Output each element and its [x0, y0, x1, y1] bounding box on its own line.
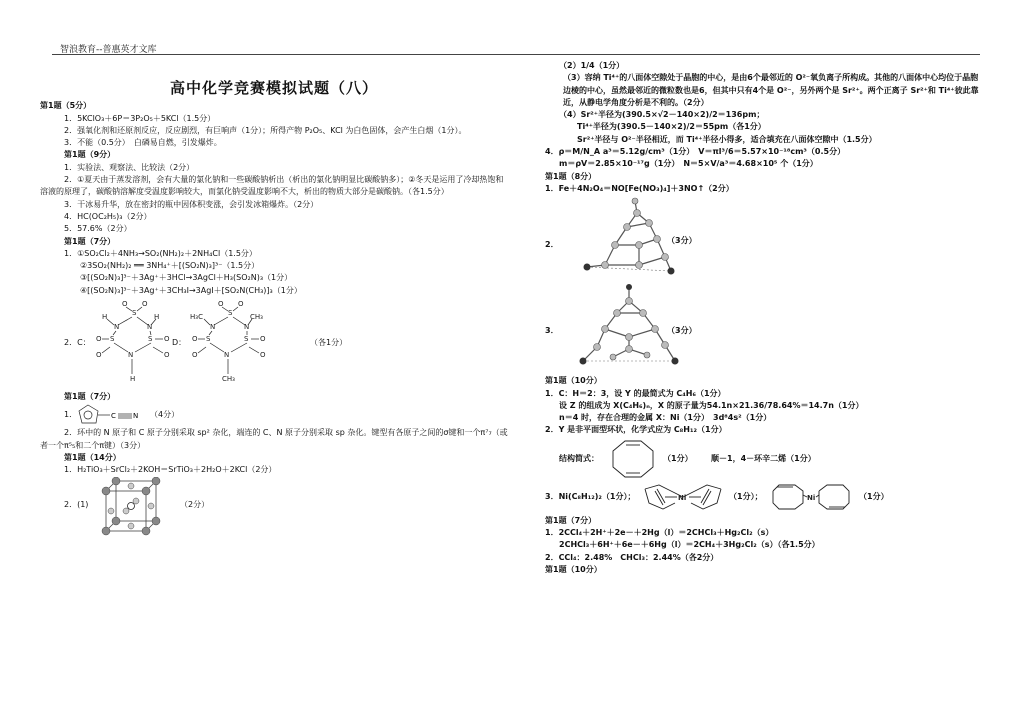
- svg-text:S: S: [132, 309, 137, 318]
- svg-text:N: N: [244, 323, 250, 332]
- q2-heading: 第1题（9分）: [64, 150, 116, 160]
- svg-text:S: S: [206, 335, 211, 344]
- svg-text:O: O: [164, 351, 170, 360]
- svg-text:H: H: [130, 375, 136, 384]
- svg-text:O: O: [218, 300, 224, 309]
- structure-d-diagram: [186, 297, 286, 389]
- a-line-6: 4．ρ＝M/N_A a³＝5.12g/cm³（1分） V＝πl³/6＝5.57×10⁻¹⁸cm³（0.5分）: [545, 147, 846, 157]
- svg-text:H: H: [154, 313, 160, 322]
- svg-text:O: O: [122, 300, 128, 309]
- svg-text:O: O: [260, 351, 266, 360]
- q3-d-label: D：: [172, 338, 187, 348]
- q6-structure-2: 2． （3分）: [545, 195, 985, 283]
- q3-each-score: （各1分）: [310, 338, 348, 348]
- left-column: [40, 60, 508, 537]
- a-line-1: （2）1/4（1分）: [559, 61, 625, 70]
- q8-line-2: 2CHCl₃＋6H⁺＋6e－＋6Hg（l）＝2CH₄＋3Hg₂Cl₂（s）（各1.5分）: [559, 540, 820, 550]
- q4-heading: 第1题（7分）: [64, 392, 116, 402]
- q6-structure-3: 3． （3分）: [545, 283, 985, 375]
- q3-reaction-2: ②3SO₂(NH₂)₂ ══ 3NH₄⁺＋[(SO₂N)₃]³⁻（1.5分）: [80, 261, 260, 271]
- svg-text:CH₃: CH₃: [222, 375, 235, 384]
- structure-c-diagram: [92, 297, 182, 389]
- a-line-2: （3）容纳 Ti⁴⁺的八面体空隙处于晶胞的中心，是由6个最邻近的 O²⁻氧负离子所构成。其他的八面体中心均位于晶胞边棱的中心，虽然最邻近的微粒数也是6，但其中只有4个是 O²⁻，另外两个是 Sr²⁺。两个正离子 Sr²⁺和 Ti⁴⁺彼此靠近，从静电学角度分析是不利的。（2分）: [563, 73, 979, 107]
- svg-text:N: N: [147, 323, 153, 332]
- svg-text:N: N: [128, 351, 134, 360]
- q1-line-2: 2．强氧化剂和还原剂反应，反应剧烈，有巨响声（1分）；所得产物 P₂O₅、KCl 为白色固体，会产生白烟（1分）。: [64, 125, 467, 135]
- right-column: [545, 60, 985, 576]
- svg-text:O: O: [96, 351, 102, 360]
- q4-line-1: 1． C N （4分）: [40, 403, 508, 427]
- q8-heading: 第1题（7分）: [545, 515, 597, 525]
- svg-text:S: S: [148, 335, 153, 344]
- q2-line-5: 5．57.6%（2分）: [64, 224, 132, 234]
- q1-heading: 第1题（5分）: [40, 101, 92, 111]
- svg-text:O: O: [238, 300, 244, 309]
- q7-heading: 第1题（10分）: [545, 376, 602, 386]
- header-rule: [52, 54, 980, 55]
- svg-text:N: N: [114, 323, 120, 332]
- svg-text:O: O: [164, 335, 170, 344]
- q1-line-1: 1．5KClO₃＋6P＝3P₂O₅＋5KCl（1.5分）: [64, 113, 216, 123]
- svg-text:O: O: [192, 335, 198, 344]
- q8-line-3: 2．CCl₄：2.48% CHCl₃：2.44%（各2分）: [545, 552, 719, 562]
- svg-text:CH₃: CH₃: [250, 313, 263, 322]
- q7-line-2: 设 Z 的组成为 X(C₄H₆)ₙ，X 的原子量为54.1n×21.36/78.64%＝14.7n（1分）: [559, 400, 864, 410]
- svg-text:O: O: [192, 351, 198, 360]
- q7-line-3: n＝4 时，存在合理的金属 X：Ni（1分） 3d⁸4s²（1分）: [559, 413, 772, 423]
- ni-cod-complex-2-diagram: [769, 481, 853, 513]
- q5-line-1: 1．H₂TiO₃＋SrCl₂＋2KOH＝SrTiO₃＋2H₂O＋2KCl（2分）: [64, 465, 277, 475]
- a-line-4: Ti⁴⁺半径为(390.5－140×2)/2＝55pm（各1分）: [577, 122, 766, 132]
- perovskite-unit-cell-diagram: [98, 477, 164, 537]
- q7-line-1: 1．C：H＝2：3，设 Y 的最简式为 C₄H₆（1分）: [545, 388, 726, 398]
- svg-text:N: N: [210, 323, 216, 332]
- svg-text:H: H: [102, 313, 108, 322]
- q3-c-label: 2．C：: [64, 338, 91, 348]
- q1-line-3: 3．不能（0.5分） 白磷易自燃，引发爆炸。: [64, 138, 222, 148]
- svg-text:O: O: [142, 300, 148, 309]
- svg-text:S: S: [244, 335, 249, 344]
- q3-heading: 第1题（7分）: [64, 236, 116, 246]
- q5-heading: 第1题（14分）: [64, 452, 121, 462]
- q8-line-1: 1．2CCl₄＋2H⁺＋2e－＋2Hg（l）＝2CHCl₃＋Hg₂Cl₂（s）: [545, 528, 774, 538]
- q5-line-2: 2．(1) （2分）: [40, 477, 508, 537]
- q6-line-1: 1．Fe＋4N₂O₄＝NO[Fe(NO₃)₄]＋3NO↑（2分）: [545, 183, 734, 193]
- q7-ni-row: 3．Ni(C₈H₁₂)₂（1分）； Ni （1分）； Ni （1分）: [545, 481, 985, 515]
- a-line-7: m＝ρV＝2.85×10⁻¹⁷g（1分） N＝5×V/a³＝4.68×10⁵ 个（1分）: [559, 159, 818, 169]
- svg-text:N: N: [133, 412, 139, 421]
- q6-heading: 第1题（8分）: [545, 171, 597, 181]
- svg-text:Ni: Ni: [807, 493, 816, 502]
- a-line-3: （4）Sr²⁺半径为(390.5×√2－140×2)/2＝136pm；: [559, 110, 765, 120]
- page-title: 高中化学竞赛模拟试题（八）: [169, 79, 378, 97]
- svg-text:O: O: [96, 335, 102, 344]
- svg-text:C: C: [111, 412, 116, 421]
- q3-structures: [40, 297, 508, 389]
- q9-heading: 第1题（10分）: [545, 564, 602, 574]
- svg-text:S: S: [228, 309, 233, 318]
- q7-structure-row: 结构简式： （1分） 顺－1，4－环辛二烯（1分）: [545, 437, 985, 481]
- svg-text:H₃C: H₃C: [190, 313, 203, 322]
- svg-text:S: S: [110, 335, 115, 344]
- tetrazolyl-cyanide-diagram: [76, 403, 146, 427]
- a-line-5: Sr²⁺半径与 O²⁻半径相近，而 Ti⁴⁺半径小得多，适合填充在八面体空隙中（1.5分）: [577, 134, 877, 144]
- page-header: 智浪教育--普惠英才文库: [60, 45, 157, 55]
- svg-text:Ni: Ni: [678, 493, 687, 502]
- q3-reaction-4: ④[(SO₂N)₃]³⁻＋3Ag⁺＋3CH₃I→3AgI＋[SO₂N(CH₃)]₃（1分）: [80, 285, 302, 295]
- q7-line-4: 2．Y 是非平面型环状，化学式应为 C₈H₁₂（1分）: [545, 425, 727, 435]
- q2-line-2: 2．①夏天由于蒸发溶剂，会有大量的氯化钠和一些碳酸钠析出（析出的氯化钠明显比碳酸钠多）；②冬天是运用了冷却热饱和溶液的原理了，碳酸钠溶解度受温度影响较大，而氯化钠受温度影响不大，析出的物质大部分是碳酸钠。（各1.5分）: [40, 175, 504, 197]
- ni-cod-complex-1-diagram: [641, 481, 725, 513]
- svg-text:N: N: [224, 351, 230, 360]
- q2-line-4: 4．HC(OC₂H₅)₃（2分）: [64, 211, 152, 221]
- svg-text:O: O: [260, 335, 266, 344]
- q4-line-2: 2．环中的 N 原子和 C 原子分别采取 sp² 杂化，端连的 C、N 原子分别采取 sp 杂化。键型有各原子之间的σ键和一个π⁷₇（或者一个π⁵₅和二个π键）（3分）: [40, 428, 508, 450]
- q3-reaction-3: ③[(SO₂N)₃]³⁻＋3Ag⁺＋3HCl→3AgCl＋H₃(SO₂N)₃（1分）: [80, 273, 293, 283]
- q2-line-1: 1．实验法、观察法、比较法（2分）: [64, 162, 195, 172]
- q3-reaction-1: 1．①SO₂Cl₂＋4NH₃→SO₂(NH₂)₂＋2NH₄Cl（1.5分）: [64, 248, 257, 258]
- q2-line-3: 3．干冰易升华，放在密封的瓶中因体积变涨，会引发冰箱爆炸。（2分）: [64, 199, 319, 209]
- cyclooctadiene-diagram: [611, 439, 655, 479]
